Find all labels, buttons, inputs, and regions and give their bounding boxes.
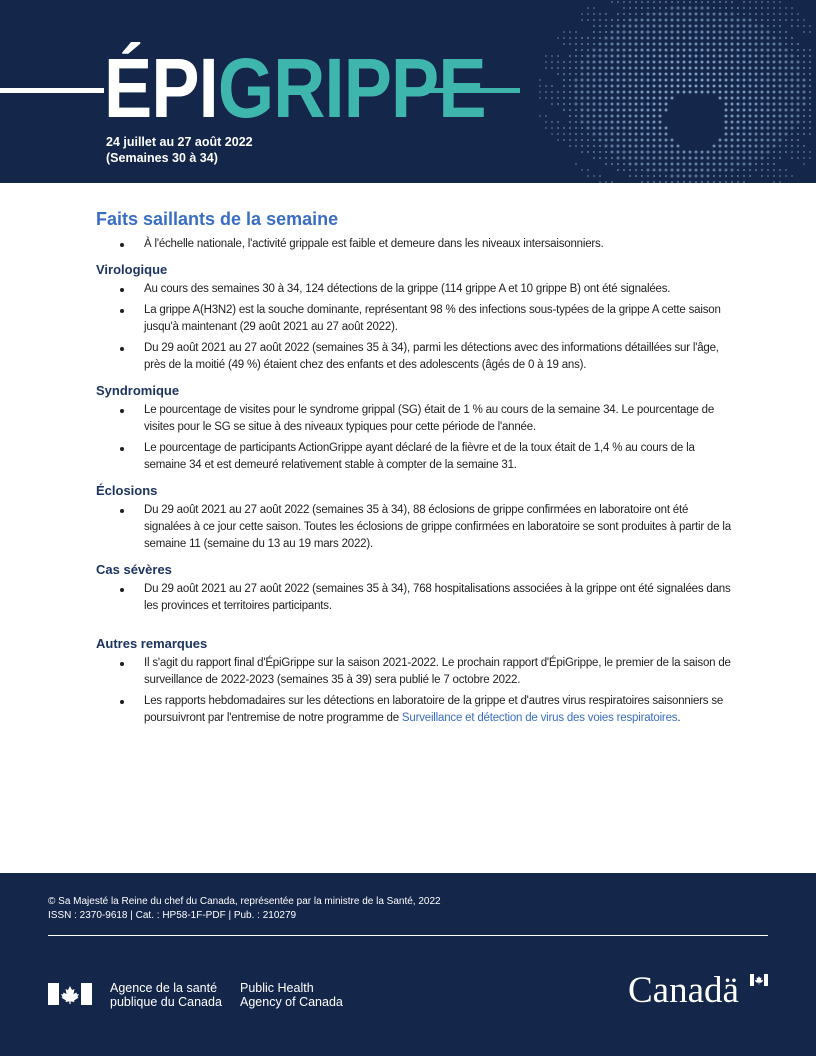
highlights-title: Faits saillants de la semaine <box>96 209 339 229</box>
list-item <box>96 693 736 727</box>
syndromic-heading: Syndromique <box>96 383 180 398</box>
copyright-block <box>48 895 441 923</box>
footer-divider <box>48 935 768 936</box>
week-range: (Semaines 30 à 34) <box>106 151 218 165</box>
footer <box>0 873 816 1056</box>
remark-end: . <box>677 712 681 724</box>
agency-en-line2: Agency of Canada <box>240 995 343 1009</box>
header-banner <box>0 0 816 183</box>
date-range: 24 juillet au 27 août 2022 <box>106 135 253 149</box>
virology-list <box>96 281 736 374</box>
logo-grippe: GRIPPE <box>217 41 486 135</box>
canada-map-dots-graphic <box>520 0 816 183</box>
canada-flag-icon <box>48 983 92 1005</box>
syndromic-list <box>96 402 736 474</box>
list-item: Le pourcentage de visites pour le syndrome grippal (SG) était de 1 % au cours de la semaine 34. Le pourcentage de visites pour le SG se situe à des niveaux typiques pour cette période de l'année. <box>96 402 736 436</box>
list-item: Du 29 août 2021 au 27 août 2022 (semaines 35 à 34), 88 éclosions de grippe confirmées en laboratoire ont été signalées à ce jour cette saison. Toutes les éclosions de grippe confirmées en laboratoire se sont produites à partir de la semaine 11 (semaine du 13 au 19 mars 2022). <box>96 502 736 553</box>
epigrippe-logo <box>104 40 486 136</box>
list-item: À l'échelle nationale, l'activité grippale est faible et demeure dans les niveaux intersaisonniers. <box>96 236 736 253</box>
highlights-list <box>96 236 736 253</box>
surveillance-program-link[interactable]: Surveillance et détection de virus des voies respiratoires <box>401 712 678 724</box>
logo-epi: ÉPI <box>104 41 218 135</box>
other-remarks-list <box>96 655 736 727</box>
agency-en-line1: Public Health <box>240 981 314 995</box>
list-item: Du 29 août 2021 au 27 août 2022 (semaines 35 à 34), parmi les détections avec des informations détaillées sur l'âge, près de la moitié (49 %) étaient chez des enfants et des adolescents (âgés de 0 à 19 ans). <box>96 340 736 374</box>
agency-name-french <box>110 981 222 1009</box>
list-item: Du 29 août 2021 au 27 août 2022 (semaines 35 à 34), 768 hospitalisations associées à la grippe ont été signalées dans les provinces et territoires participants. <box>96 581 736 615</box>
remark-text: Les rapports hebdomadaires sur les détections en laboratoire de la grippe et d'autres virus respiratoires saisonniers se poursuivront par l'entremise de notre programme de <box>144 695 724 724</box>
virology-heading: Virologique <box>96 262 168 277</box>
copyright-text: © Sa Majesté la Reine du chef du Canada, représentée par la ministre de la Santé, 2022 <box>48 896 441 907</box>
other-remarks-heading: Autres remarques <box>96 636 208 651</box>
wordmark-flag-icon <box>750 974 768 986</box>
agency-name-english <box>240 981 343 1009</box>
list-item: La grippe A(H3N2) est la souche dominante, représentant 98 % des infections sous-typées de la grippe A cette saison jusqu'à maintenant (29 août 2021 au 27 août 2022). <box>96 302 736 336</box>
severe-cases-heading: Cas sévères <box>96 562 172 577</box>
report-content <box>96 207 736 731</box>
publication-ids: ISSN : 2370-9618 | Cat. : HP58-1F-PDF | Pub. : 210279 <box>48 910 297 921</box>
report-period <box>106 134 253 166</box>
agency-fr-line2: publique du Canada <box>110 995 222 1009</box>
list-item: Au cours des semaines 30 à 34, 124 détections de la grippe (114 grippe A et 10 grippe B) ont été signalées. <box>96 281 736 298</box>
list-item: Il s'agit du rapport final d'ÉpiGrippe sur la saison 2021-2022. Le prochain rapport d'ÉpiGrippe, le premier de la saison de surveillance de 2022-2023 (semaines 35 à 39) sera publié le 7 octobre 2022. <box>96 655 736 689</box>
agency-fr-line1: Agence de la santé <box>110 981 218 995</box>
canada-wordmark: Canadä <box>628 970 739 1011</box>
severe-cases-list <box>96 581 736 615</box>
list-item: Le pourcentage de participants ActionGrippe ayant déclaré de la fièvre et de la toux était de 1,4 % au cours de la semaine 34 et est demeuré relativement stable à compter de la semaine 31. <box>96 440 736 474</box>
outbreaks-list <box>96 502 736 553</box>
outbreaks-heading: Éclosions <box>96 483 158 498</box>
header-rule-left <box>0 88 104 93</box>
